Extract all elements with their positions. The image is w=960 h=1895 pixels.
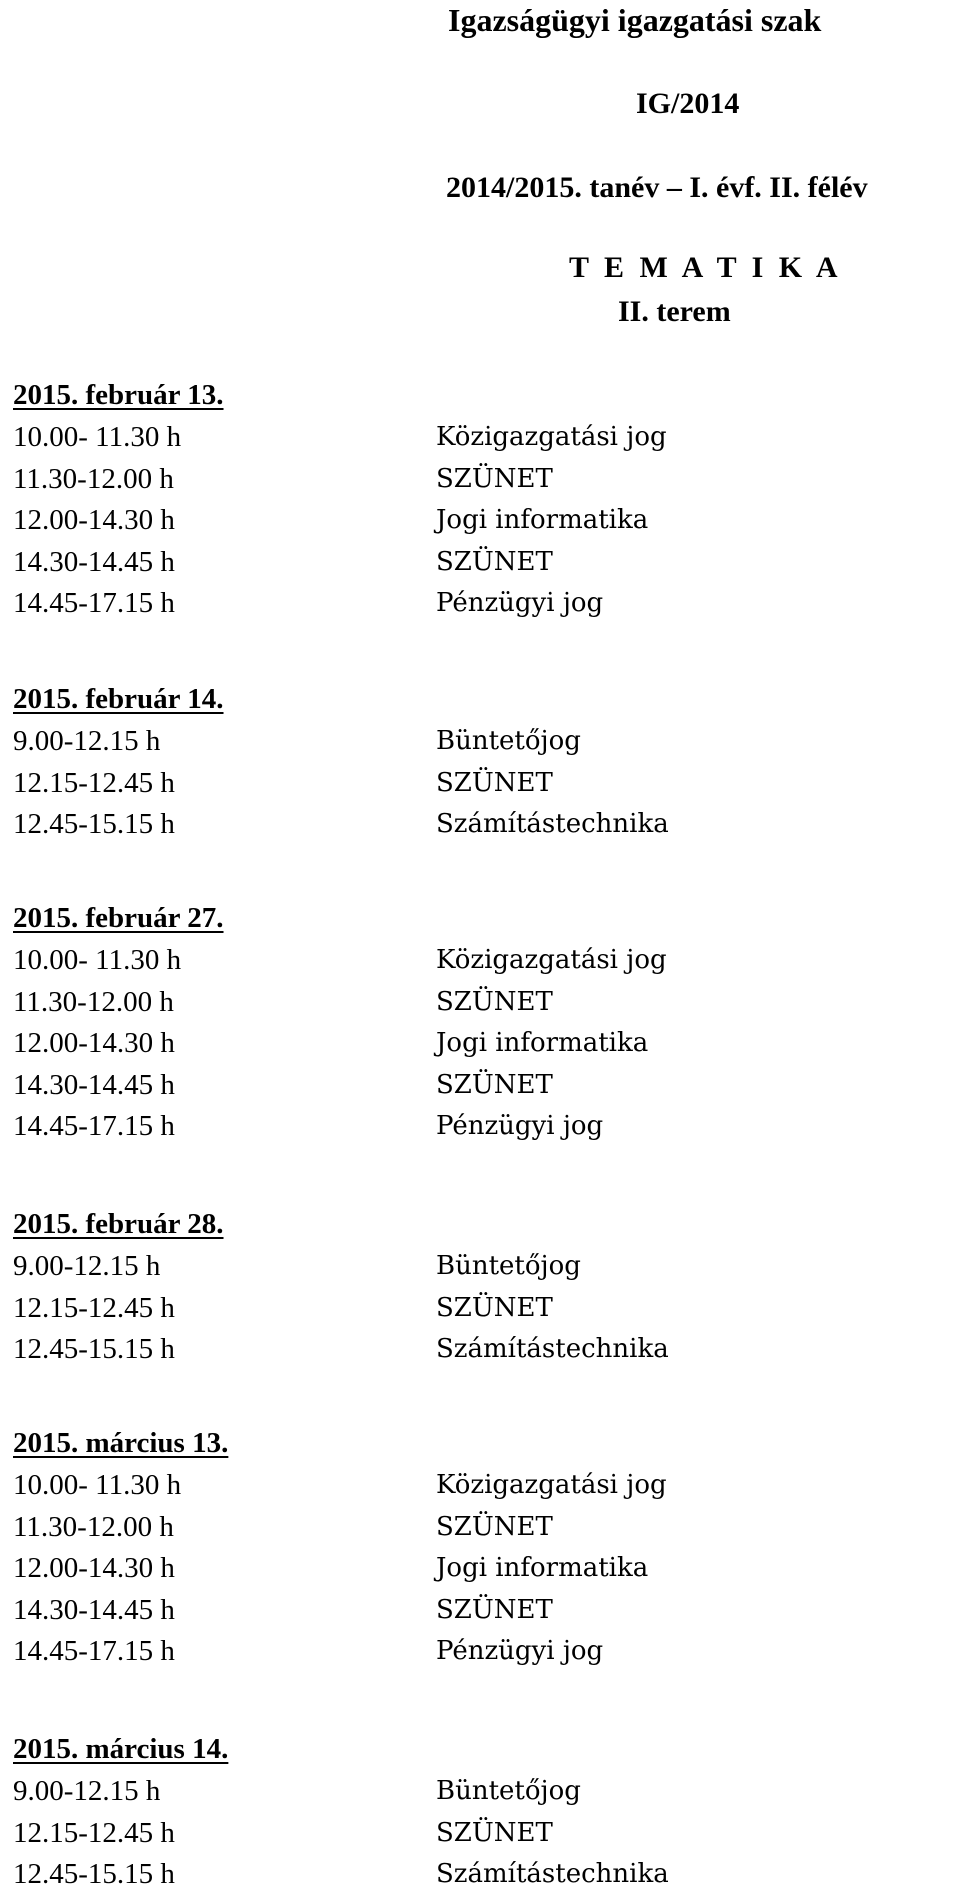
slot-time: 14.30-14.45 h (13, 1068, 175, 1101)
slot-time: 12.00-14.30 h (13, 1552, 175, 1584)
document-title: Igazságügyi igazgatási szak (448, 2, 822, 38)
slot-subject: Büntetőjog (436, 1251, 581, 1281)
slot-subject: Pénzügyi jog (436, 588, 604, 618)
slot-subject: Büntetőjog (436, 1776, 581, 1806)
schedule-row (0, 1548, 960, 1589)
slot-subject: SZÜNET (436, 546, 553, 577)
slot-subject: SZÜNET (436, 1817, 553, 1848)
tematika-heading: T E M A T I K A (569, 251, 842, 284)
slot-subject: SZÜNET (436, 986, 553, 1017)
slot-time: 14.45-17.15 h (13, 587, 175, 619)
group-code: IG/2014 (636, 87, 740, 120)
slot-time: 12.15-12.45 h (13, 766, 175, 799)
slot-time: 11.30-12.00 h (13, 985, 174, 1018)
schedule-row (0, 1590, 960, 1631)
day-date: 2015. február 28. (13, 1208, 224, 1240)
schedule-row (0, 1771, 960, 1812)
slot-subject: SZÜNET (436, 1594, 553, 1625)
schedule-row (0, 1106, 960, 1147)
slot-time: 11.30-12.00 h (13, 1510, 174, 1543)
slot-time: 9.00-12.15 h (13, 1250, 161, 1282)
slot-subject: Jogi informatika (436, 1553, 649, 1583)
slot-subject: SZÜNET (436, 463, 553, 494)
slot-time: 12.15-12.45 h (13, 1816, 175, 1849)
slot-subject: Pénzügyi jog (436, 1636, 604, 1666)
schedule-row (0, 459, 960, 500)
slot-time: 12.45-15.15 h (13, 1333, 175, 1365)
slot-subject: Pénzügyi jog (436, 1111, 604, 1141)
slot-time: 14.45-17.15 h (13, 1110, 175, 1142)
schedule-row (0, 1288, 960, 1329)
schedule-row (0, 721, 960, 762)
semester-info: 2014/2015. tanév – I. évf. II. félév (446, 171, 868, 204)
slot-time: 14.45-17.15 h (13, 1635, 175, 1667)
schedule-row (0, 1246, 960, 1287)
slot-time: 12.15-12.45 h (13, 1291, 175, 1324)
slot-time: 11.30-12.00 h (13, 462, 174, 495)
slot-time: 12.45-15.15 h (13, 808, 175, 840)
schedule-row (0, 804, 960, 845)
slot-subject: Közigazgatási jog (436, 945, 667, 975)
room-label: II. terem (618, 295, 731, 328)
slot-time: 12.45-15.15 h (13, 1858, 175, 1890)
day-date: 2015. március 13. (13, 1427, 229, 1459)
slot-subject: Számítástechnika (436, 809, 669, 839)
slot-subject: Számítástechnika (436, 1334, 669, 1364)
schedule-row (0, 1023, 960, 1064)
slot-subject: SZÜNET (436, 767, 553, 798)
day-date: 2015. február 13. (13, 379, 224, 411)
slot-time: 9.00-12.15 h (13, 725, 161, 757)
schedule-row (0, 1329, 960, 1370)
schedule-row (0, 417, 960, 458)
slot-time: 12.00-14.30 h (13, 1027, 175, 1059)
slot-subject: Közigazgatási jog (436, 422, 667, 452)
schedule-row (0, 583, 960, 624)
schedule-row (0, 763, 960, 804)
schedule-row (0, 500, 960, 541)
slot-subject: SZÜNET (436, 1069, 553, 1100)
slot-subject: Jogi informatika (436, 1028, 649, 1058)
schedule-row (0, 940, 960, 981)
slot-time: 14.30-14.45 h (13, 545, 175, 578)
slot-time: 10.00- 11.30 h (13, 1469, 182, 1501)
slot-subject: Jogi informatika (436, 505, 649, 535)
slot-time: 10.00- 11.30 h (13, 421, 182, 453)
slot-time: 10.00- 11.30 h (13, 944, 182, 976)
schedule-row (0, 1065, 960, 1106)
day-date: 2015. február 27. (13, 902, 224, 934)
slot-subject: Számítástechnika (436, 1859, 669, 1889)
slot-time: 12.00-14.30 h (13, 504, 175, 536)
day-date: 2015. február 14. (13, 683, 224, 715)
schedule-row (0, 982, 960, 1023)
schedule-row (0, 1465, 960, 1506)
schedule-row (0, 542, 960, 583)
slot-time: 14.30-14.45 h (13, 1593, 175, 1626)
schedule-row (0, 1813, 960, 1854)
slot-subject: Közigazgatási jog (436, 1470, 667, 1500)
slot-subject: SZÜNET (436, 1511, 553, 1542)
slot-subject: Büntetőjog (436, 726, 581, 756)
schedule-row (0, 1631, 960, 1672)
schedule-row (0, 1507, 960, 1548)
slot-subject: SZÜNET (436, 1292, 553, 1323)
schedule-row (0, 1854, 960, 1895)
slot-time: 9.00-12.15 h (13, 1775, 161, 1807)
day-date: 2015. március 14. (13, 1733, 229, 1765)
